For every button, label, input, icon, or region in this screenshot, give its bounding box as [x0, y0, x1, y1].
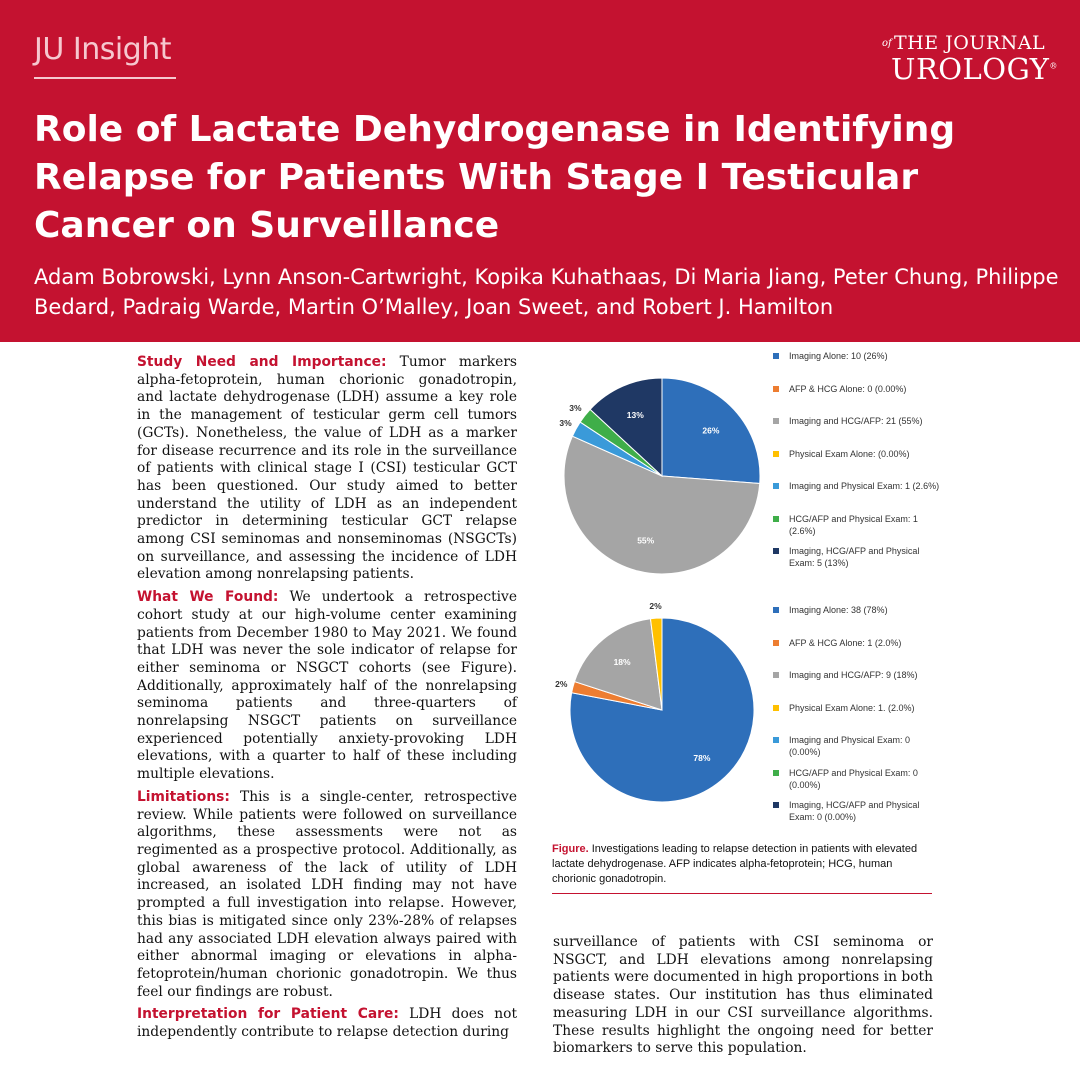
section-heading: Interpretation for Patient Care:	[137, 1006, 399, 1023]
continuation-paragraph: surveillance of patients with CSI seminoma or NSGCT, and LDH elevations among nonrelapsing patients were documented in high proportions in both disease states. Our institution has thus eliminated measuring LDH in our CSI surveillance algorithms. These results highlight the ongoing need for better biomarkers to serve this population.	[553, 934, 933, 1057]
legend-item	[773, 637, 943, 649]
legend-swatch	[773, 607, 779, 613]
legend-label: HCG/AFP and Physical Exam: 1 (2.6%)	[789, 513, 918, 536]
legend-swatch	[773, 802, 779, 808]
figure-label: Figure.	[552, 843, 589, 855]
section-heading: Limitations:	[137, 788, 230, 805]
section-heading: What We Found:	[137, 589, 279, 606]
legend-swatch	[773, 672, 779, 678]
legend-swatch	[773, 705, 779, 711]
author-list: Adam Bobrowski, Lynn Anson-Cartwright, Kopika Kuhathaas, Di Maria Jiang, Peter Chung, Philippe Bedard, Padraig Warde, Martin O’Malley, Joan Sweet, and Robert J. Hamilton	[34, 265, 1059, 319]
legend-label: Imaging and Physical Exam: 1 (2.6%)	[789, 481, 940, 491]
legend-seminoma	[773, 350, 943, 590]
legend-label: Physical Exam Alone: 1. (2.0%)	[789, 702, 915, 713]
legend-label: Imaging Alone: 38 (78%)	[789, 605, 888, 615]
legend-item	[773, 415, 943, 427]
main-text-column	[137, 354, 517, 1047]
pie-data-label: 78%	[693, 753, 711, 764]
section-interpretation	[137, 1006, 517, 1041]
section-text: We undertook a retrospective cohort study at our high-volume center examining patients from December 1980 to May 2021. We found that LDH was never the sole indicator of relapse for either seminoma or NSGCT cohorts (see Figure). Additionally, approximately half of the nonrelapsing seminoma patients and three-quarters of nonrelapsing NSGCT patients on surveillance experienced potentially anxiety-provoking LDH elevations, with a quarter to half of these including multiple elevations.	[137, 589, 517, 783]
legend-item	[773, 799, 943, 823]
legend-item	[773, 702, 943, 714]
section-text: Tumor markers alpha-fetoprotein, human chorionic gonadotropin, and lactate dehydrogenase (LDH) assume a key role in the management of testicular germ cell tumors (GCTs). Nonetheless, the value of LDH as a marker for disease recurrence and its role in the surveillance of patients with clinical stage I (CSI) testicular GCT has been questioned. Our study aimed to better understand the utility of LDH as an independent predictor in determining testicular GCT relapse among CSI seminomas and nonseminomas (NSGCTs) on surveillance, and assessing the incidence of LDH elevation among nonrelapsing patients.	[137, 354, 517, 583]
journal-logo-line1: THE JOURNAL	[894, 32, 1046, 54]
legend-item	[773, 480, 943, 492]
section-limitations	[137, 789, 517, 1001]
journal-logo-urology: UROLOGY	[891, 52, 1050, 86]
legend-item	[773, 350, 943, 362]
legend-label: HCG/AFP and Physical Exam: 0 (0.00%)	[789, 767, 918, 790]
section-text: This is a single-center, retrospective review. While patients were followed on surveillance algorithms, these assessments were not as regimented as a prospective protocol. Additionally, as global awareness of the lack of utility of LDH increased, an isolated LDH finding may not have prompted a full investigation into relapse. However, this bias is mitigated since only 23%-28% of relapses had any associated LDH elevation always paired with either abnormal imaging or elevations in alpha-fetoprotein/human chorionic gonadotropin. We thus feel our findings are robust.	[137, 788, 518, 1000]
pie-data-label: 55%	[637, 535, 655, 546]
pie-data-label: 2%	[555, 679, 568, 690]
figure-caption	[552, 842, 932, 887]
legend-swatch	[773, 770, 779, 776]
legend-label: Imaging and Physical Exam: 0 (0.00%)	[789, 735, 911, 757]
brand-underline	[34, 77, 176, 79]
section-study-need	[137, 354, 517, 584]
legend-swatch	[773, 548, 779, 554]
continuation-text-column	[553, 934, 933, 1058]
legend-label: Imaging, HCG/AFP and Physical Exam: 5 (13%)	[789, 546, 920, 568]
legend-item	[773, 669, 943, 681]
legend-nsgct	[773, 604, 943, 834]
legend-item	[773, 604, 943, 616]
legend-item	[773, 767, 943, 791]
legend-swatch	[773, 737, 779, 743]
legend-swatch	[773, 451, 779, 457]
legend-swatch	[773, 483, 779, 489]
legend-item	[773, 513, 943, 537]
section-heading: Study Need and Importance:	[137, 354, 387, 370]
legend-item	[773, 383, 943, 395]
legend-swatch	[773, 640, 779, 646]
pie-data-label: 13%	[626, 409, 644, 420]
legend-label: AFP & HCG Alone: 0 (0.00%)	[789, 383, 907, 394]
journal-logo-reg: ®	[1049, 61, 1058, 71]
pie-chart-seminoma	[550, 352, 772, 592]
legend-item	[773, 545, 943, 569]
caption-rule	[552, 893, 932, 894]
legend-label: Physical Exam Alone: (0.00%)	[789, 448, 910, 459]
legend-swatch	[773, 353, 779, 359]
article-title: Role of Lactate Dehydrogenase in Identifying Relapse for Patients With Stage I Testicular Cancer on Surveillance	[34, 109, 956, 246]
legend-item	[773, 448, 943, 460]
legend-swatch	[773, 516, 779, 522]
section-text: LDH does not independently contribute to relapse detection during	[137, 1006, 517, 1041]
pie-data-label: 3%	[559, 418, 572, 429]
figure-caption-text: Investigations leading to relapse detection in patients with elevated lactate dehydrogenase. AFP indicates alpha-fetoprotein; HCG, human chorionic gonadotropin.	[552, 843, 918, 885]
journal-logo-line2	[891, 52, 1058, 86]
header-banner	[0, 0, 1080, 342]
legend-label: Imaging and HCG/AFP: 9 (18%)	[789, 670, 918, 680]
legend-label: Imaging, HCG/AFP and Physical Exam: 0 (0.00%)	[789, 800, 920, 822]
pie-data-label: 26%	[702, 425, 720, 436]
section-what-we-found	[137, 589, 517, 784]
pie-data-label: 2%	[649, 601, 662, 612]
legend-item	[773, 734, 943, 758]
pie-data-label: 3%	[569, 403, 582, 414]
legend-label: AFP & HCG Alone: 1 (2.0%)	[789, 637, 902, 648]
legend-swatch	[773, 386, 779, 392]
journal-logo-of: of	[882, 38, 892, 49]
legend-label: Imaging and HCG/AFP: 21 (55%)	[789, 416, 923, 426]
ju-insight-brand: JU Insight	[34, 32, 171, 67]
pie-chart-nsgct	[550, 596, 772, 818]
legend-label: Imaging Alone: 10 (26%)	[789, 351, 888, 361]
legend-swatch	[773, 418, 779, 424]
pie-data-label: 18%	[613, 656, 631, 667]
journal-logo	[882, 30, 1058, 86]
